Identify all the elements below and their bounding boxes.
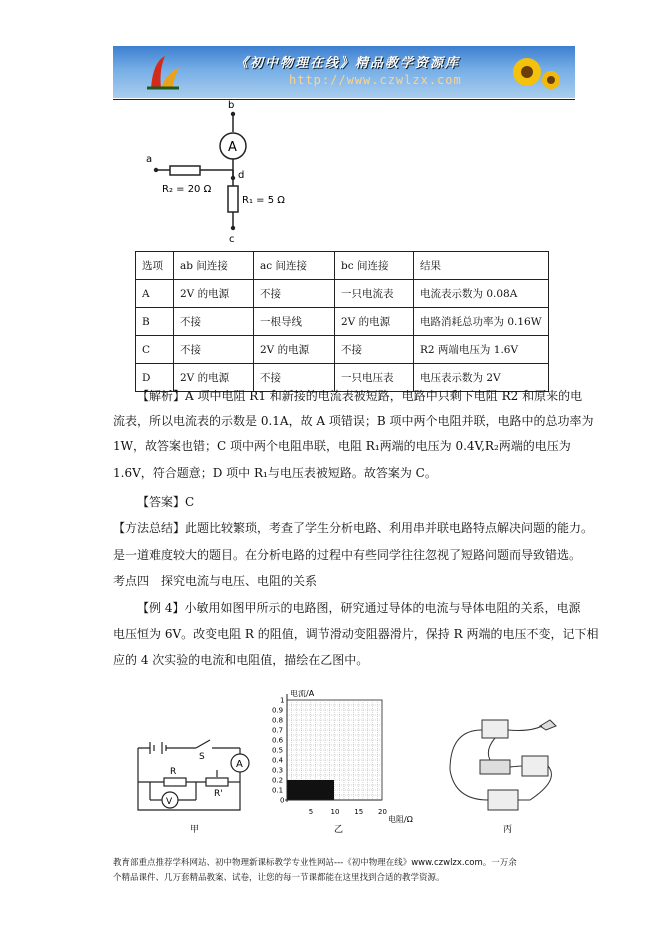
site-title: 《初中物理在线》精品教学资源库 bbox=[235, 56, 461, 71]
switch-label: S bbox=[199, 752, 205, 762]
section-heading: 考点四 探究电流与电压、电阻的关系 bbox=[113, 574, 318, 588]
rheostat-label-jia: R' bbox=[214, 789, 223, 799]
caption-yi: 乙 bbox=[334, 825, 344, 835]
table-cell: R2 两端电压为 1.6V bbox=[414, 336, 549, 364]
node-label-d: d bbox=[238, 170, 245, 181]
y-tick-label: 0.1 bbox=[272, 786, 284, 795]
x-tick-label: 10 bbox=[330, 808, 340, 816]
table-cell: 2V 的电源 bbox=[335, 308, 414, 336]
table-cell: 2V 的电源 bbox=[254, 336, 335, 364]
node-label-c: c bbox=[229, 234, 235, 245]
table-cell: A bbox=[136, 280, 174, 308]
yi-ylabel: 电流/A bbox=[290, 690, 315, 698]
footer-line: 教育部重点推荐学科网站、初中物理新课标教学专业性网站---《初中物理在线》www.czwlzx.com。一万余 bbox=[113, 858, 517, 868]
x-tick-label: 5 bbox=[308, 808, 314, 816]
table-cell: 不接 bbox=[174, 336, 254, 364]
table-cell: 不接 bbox=[254, 280, 335, 308]
caption-jia: 甲 bbox=[190, 825, 200, 835]
y-tick-label: 0.9 bbox=[272, 706, 284, 715]
method-line: 【方法总结】此题比较繁琐，考查了学生分析电路、利用串并联电路特点解决问题的能力。 bbox=[113, 521, 594, 535]
table-header: 选项 bbox=[136, 252, 174, 280]
yi-xlabel: 电阻/Ω bbox=[388, 815, 413, 824]
ammeter-symbol-jia: A bbox=[236, 759, 243, 770]
table-cell: 不接 bbox=[174, 308, 254, 336]
x-tick-label: 15 bbox=[354, 808, 364, 816]
table-cell: 一只电流表 bbox=[335, 280, 414, 308]
table-header: 结果 bbox=[414, 252, 549, 280]
table-row bbox=[136, 336, 549, 364]
y-tick-label: 0.2 bbox=[272, 776, 284, 785]
caption-bing: 丙 bbox=[503, 825, 513, 835]
table-cell: 2V 的电源 bbox=[174, 280, 254, 308]
table-row bbox=[136, 280, 549, 308]
y-tick-label: 0.8 bbox=[272, 716, 284, 725]
resistor-r1-label: R₁ = 5 Ω bbox=[242, 195, 285, 206]
resistor-r2-label: R₂ = 20 Ω bbox=[162, 184, 212, 195]
page-footer bbox=[113, 856, 553, 886]
table-cell: 一只电压表 bbox=[335, 364, 414, 392]
table-cell: 不接 bbox=[254, 364, 335, 392]
table-cell: 2V 的电源 bbox=[174, 364, 254, 392]
y-tick-label: 0.6 bbox=[272, 736, 284, 745]
y-tick-label: 0 bbox=[280, 796, 285, 805]
circuit-diagram-1 bbox=[138, 100, 308, 245]
y-tick-label: 1 bbox=[280, 696, 285, 705]
x-tick-label: 20 bbox=[378, 808, 387, 816]
y-tick-label: 0.7 bbox=[272, 726, 284, 735]
analysis-line: 流表，所以电流表的示数是 0.1A，故 A 项错误；B 项中两个电阻并联，电路中的总功率为 bbox=[113, 414, 594, 428]
apparatus-bing bbox=[450, 720, 556, 810]
voltmeter-symbol-jia: V bbox=[166, 797, 173, 807]
resistor-label-jia: R bbox=[170, 767, 177, 777]
table-cell: 一根导线 bbox=[254, 308, 335, 336]
method-line: 是一道难度较大的题目。在分析电路的过程中有些同学往往忽视了短路问题而导致错选。 bbox=[113, 548, 582, 562]
y-tick-label: 0.4 bbox=[272, 756, 284, 765]
graph-yi bbox=[272, 694, 387, 816]
analysis-line: 1.6V，符合题意；D 项中 R₁与电压表被短路。故答案为 C。 bbox=[113, 466, 437, 480]
answer-line: 【答案】C bbox=[137, 495, 195, 509]
y-tick-label: 0.3 bbox=[272, 766, 284, 775]
sunflower-icon bbox=[507, 50, 561, 96]
table-header: ac 间连接 bbox=[254, 252, 335, 280]
node-label-a: a bbox=[146, 154, 153, 165]
site-banner bbox=[113, 46, 575, 98]
table-header-row bbox=[136, 252, 549, 280]
example-line: 应的 4 次实验的电流和电阻值，描绘在乙图中。 bbox=[113, 653, 369, 667]
table-row bbox=[136, 308, 549, 336]
node-label-b: b bbox=[228, 100, 235, 111]
ammeter-symbol: A bbox=[228, 140, 237, 155]
figure-row bbox=[110, 690, 560, 835]
footer-line: 个精品课件、几万套精品教案、试卷，让您的每一节课都能在这里找到合适的教学资源。 bbox=[113, 873, 445, 883]
analysis-line: 1W，故答案也错；C 项中两个电阻串联，电阻 R₁两端的电压为 0.4V,R₂两端的电压为 bbox=[113, 439, 571, 453]
options-table bbox=[135, 251, 549, 392]
table-cell: 电流表示数为 0.08A bbox=[414, 280, 549, 308]
site-url[interactable]: http://www.czwlzx.com bbox=[289, 73, 462, 87]
table-header: bc 间连接 bbox=[335, 252, 414, 280]
analysis-line: 【解析】A 项中电阻 R1 和新接的电流表被短路，电路中只剩下电阻 R2 和原来的电 bbox=[137, 389, 583, 403]
table-cell: 不接 bbox=[335, 336, 414, 364]
table-cell: 电路消耗总功率为 0.16W bbox=[414, 308, 549, 336]
y-tick-label: 0.5 bbox=[272, 746, 284, 755]
table-cell: 电压表示数为 2V bbox=[414, 364, 549, 392]
site-logo bbox=[143, 52, 183, 92]
example-line: 电压恒为 6V。改变电阻 R 的阻值，调节滑动变阻器滑片，保持 R 两端的电压不变，记下相 bbox=[113, 627, 599, 641]
example-line: 【例 4】小敏用如图甲所示的电路图，研究通过导体的电流与导体电阻的关系，电源 bbox=[137, 601, 581, 615]
table-header: ab 间连接 bbox=[174, 252, 254, 280]
table-cell: B bbox=[136, 308, 174, 336]
circuit-jia bbox=[138, 740, 249, 810]
table-cell: C bbox=[136, 336, 174, 364]
table-cell: D bbox=[136, 364, 174, 392]
